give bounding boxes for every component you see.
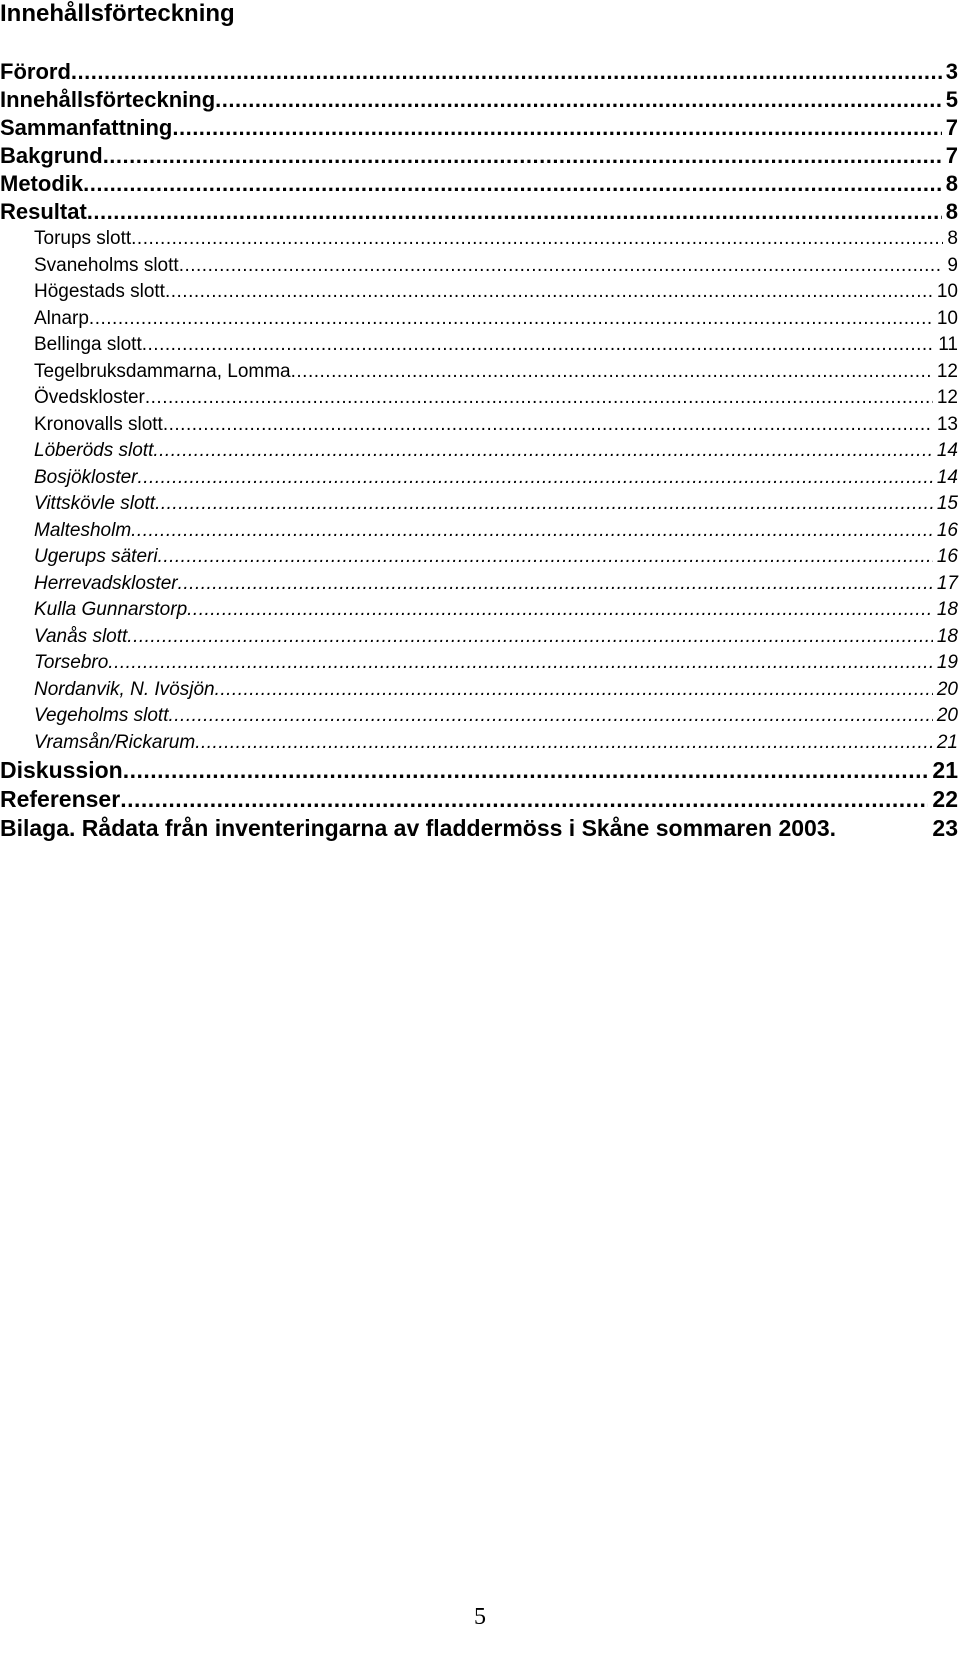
toc-entry[interactable] [0, 198, 960, 226]
toc-entry-page: 11 [938, 334, 958, 355]
toc-entry[interactable] [0, 465, 960, 492]
dot-leader [172, 114, 941, 142]
toc-entry-label: Torups slott [34, 228, 132, 249]
toc-entry-label: Referenser [0, 786, 121, 812]
toc-entry-label: Kulla Gunnarstorp [34, 599, 188, 620]
toc-entry[interactable] [0, 677, 960, 704]
toc-entry[interactable] [0, 253, 960, 280]
toc-entry-label: Vanås slott [34, 625, 128, 647]
toc-entry-label: Bilaga. Rådata från inventeringarna av fladdermöss i Skåne sommaren 2003. [0, 815, 836, 841]
dot-leader [71, 58, 942, 86]
page-number: 5 [474, 1604, 486, 1630]
toc-entry-page: 13 [936, 413, 958, 435]
toc-entry[interactable] [0, 332, 960, 359]
dot-leader [87, 198, 942, 226]
toc-entry-page: 14 [936, 440, 958, 461]
toc-entry-label: Löberöds slott [34, 440, 154, 461]
toc-entry-page: 19 [936, 652, 958, 673]
toc-entry[interactable] [0, 412, 960, 439]
toc-entry[interactable] [0, 624, 960, 651]
dot-leader [187, 597, 933, 624]
toc-entry-page: 22 [932, 786, 958, 812]
toc-entry-label: Vittskövle slott [34, 493, 156, 514]
dot-leader [89, 306, 933, 333]
toc-entry[interactable] [0, 730, 960, 757]
dot-leader [195, 730, 933, 757]
toc-entry-label: Bellinga slott [34, 334, 142, 355]
toc-entry-label: Tegelbruksdammarna, Lomma [34, 360, 291, 382]
toc-entry[interactable] [0, 703, 960, 730]
toc-entry-label: Svaneholms slott [34, 254, 179, 276]
toc-entry-page: 7 [945, 143, 958, 168]
dot-leader [291, 359, 933, 386]
toc-entry[interactable] [0, 785, 960, 814]
toc-entry-label: Nordanvik, N. Ivösjön [34, 678, 215, 700]
dot-leader [215, 677, 933, 704]
toc-entry-page: 14 [936, 466, 958, 488]
toc-entry-label: Diskussion [0, 757, 123, 783]
toc-entry-page: 18 [936, 625, 958, 647]
toc-entry[interactable] [0, 438, 960, 465]
toc-entry-label: Vegeholms slott [34, 705, 169, 726]
dot-leader [123, 756, 929, 785]
toc-entry-label: Vramsån/Rickarum [34, 731, 196, 753]
dot-leader [83, 170, 942, 198]
toc-entry-label: Övedskloster [34, 387, 145, 408]
toc-entry-page: 3 [945, 59, 958, 84]
dot-leader [127, 624, 933, 651]
toc-entry[interactable] [0, 491, 960, 518]
toc-entry[interactable] [0, 756, 960, 785]
toc-entry[interactable] [0, 385, 960, 412]
page-title: Innehållsförteckning [0, 0, 235, 27]
toc-entry-page: 21 [932, 757, 958, 783]
toc-entry-page: 12 [936, 387, 958, 408]
toc-entry-page: 10 [936, 281, 958, 302]
dot-leader [131, 518, 933, 545]
table-of-contents [0, 58, 960, 843]
toc-entry[interactable] [0, 306, 960, 333]
toc-entry[interactable] [0, 359, 960, 386]
toc-entry-label: Kronovalls slott [34, 413, 163, 435]
dot-leader [145, 385, 933, 412]
dot-leader [215, 86, 942, 114]
toc-entry[interactable] [0, 58, 960, 86]
toc-entry-page: 10 [936, 307, 958, 329]
toc-entry-page: 16 [936, 546, 958, 567]
dot-leader [138, 465, 933, 492]
toc-entry-label: Herrevadskloster [34, 572, 178, 594]
toc-entry-page: 20 [936, 705, 958, 726]
toc-entry[interactable] [0, 226, 960, 253]
toc-entry-page: 23 [932, 815, 958, 841]
toc-entry-page: 9 [947, 254, 958, 276]
toc-entry[interactable] [0, 571, 960, 598]
toc-entry-label: Högestads slott [34, 281, 165, 302]
dot-leader [103, 142, 942, 170]
dot-leader [153, 438, 933, 465]
dot-leader [142, 332, 935, 359]
toc-entry-label: Maltesholm [34, 519, 132, 541]
toc-entry-page: 18 [936, 599, 958, 620]
toc-entry-page: 8 [945, 199, 958, 224]
toc-entry-label: Bakgrund [0, 143, 103, 168]
toc-entry-label: Ugerups säteri [34, 546, 158, 567]
toc-entry-label: Metodik [0, 171, 84, 196]
dot-leader [131, 226, 943, 253]
toc-entry-page: 17 [936, 572, 958, 594]
toc-entry[interactable] [0, 814, 960, 843]
toc-entry-label: Sammanfattning [0, 115, 173, 140]
toc-entry-page: 20 [936, 678, 958, 700]
dot-leader [108, 650, 933, 677]
toc-entry[interactable] [0, 86, 960, 114]
toc-entry[interactable] [0, 544, 960, 571]
dot-leader [163, 412, 933, 439]
toc-entry-page: 12 [936, 360, 958, 382]
toc-entry[interactable] [0, 518, 960, 545]
toc-entry[interactable] [0, 650, 960, 677]
toc-entry-label: Alnarp [34, 307, 89, 329]
toc-entry-page: 8 [947, 228, 958, 249]
toc-entry-page: 8 [945, 171, 958, 196]
toc-entry[interactable] [0, 279, 960, 306]
toc-entry-page: 21 [936, 731, 958, 753]
dot-leader [168, 703, 932, 730]
dot-leader [178, 571, 933, 598]
toc-entry-page: 16 [936, 519, 958, 541]
toc-entry-label: Torsebro [34, 652, 109, 673]
dot-leader [155, 491, 933, 518]
toc-entry[interactable] [0, 597, 960, 624]
toc-entry[interactable] [0, 142, 960, 170]
toc-entry-label: Innehållsförteckning [0, 87, 216, 112]
toc-entry-page: 5 [945, 87, 958, 112]
toc-entry-page: 15 [936, 493, 958, 514]
toc-entry-label: Förord [0, 59, 71, 84]
dot-leader [158, 544, 933, 571]
toc-entry-label: Resultat [0, 199, 87, 224]
dot-leader [165, 279, 933, 306]
dot-leader [179, 253, 944, 280]
dot-leader [120, 785, 928, 814]
toc-entry-label: Bosjökloster [34, 466, 138, 488]
toc-entry[interactable] [0, 114, 960, 142]
toc-entry[interactable] [0, 170, 960, 198]
toc-entry-page: 7 [945, 115, 958, 140]
